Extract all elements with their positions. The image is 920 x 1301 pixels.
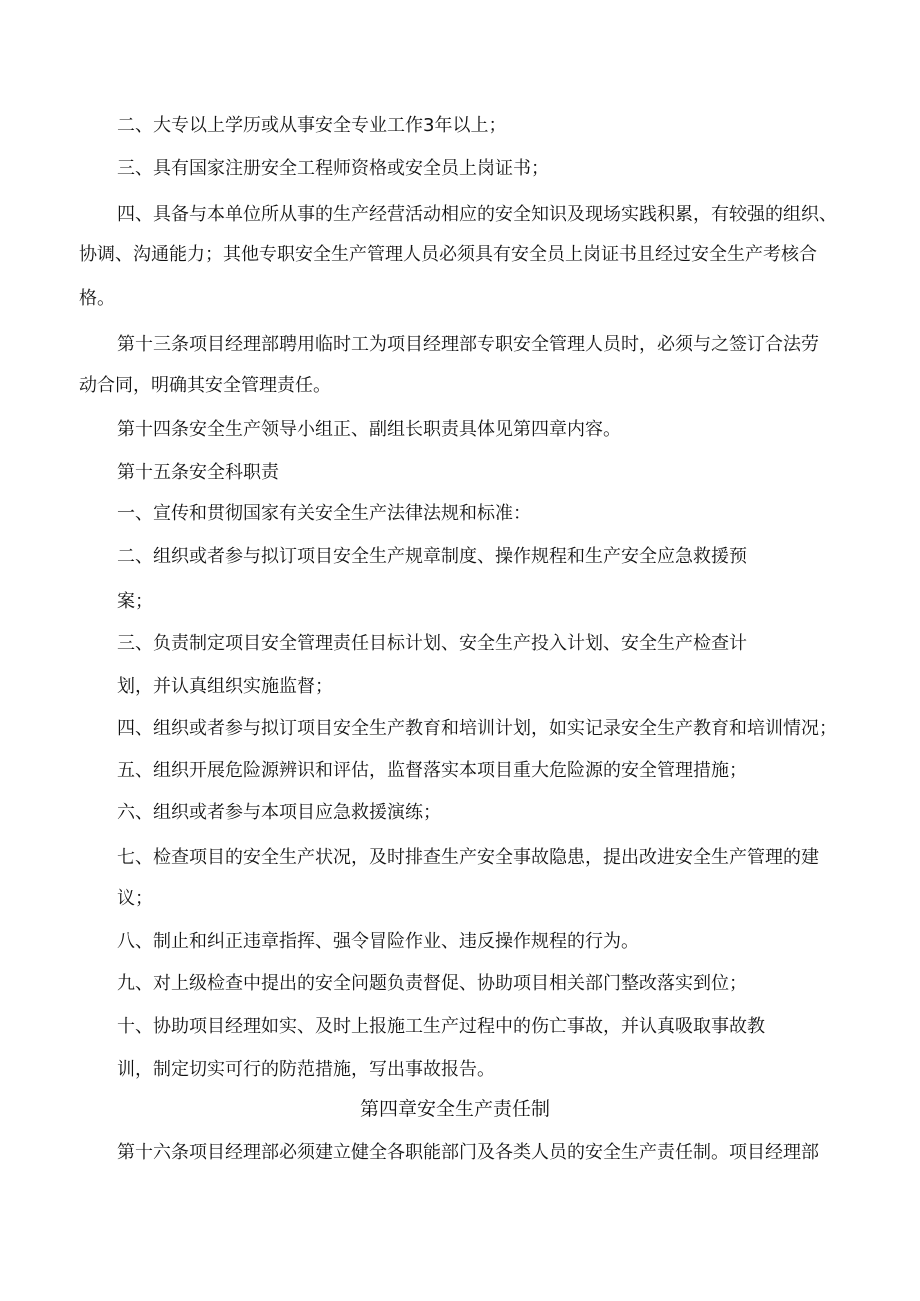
text-line-22: 十、协助项目经理如实、及时上报施工生产过程中的伤亡事故，并认真吸取事故教 (117, 1016, 765, 1037)
text-line-15: 四、组织或者参与拟订项目安全生产教育和培训计划，如实记录安全生产教育和培训情况； (117, 718, 837, 739)
text-line-11: 二、组织或者参与拟订项目安全生产规章制度、操作规程和生产安全应急救援预 (117, 546, 747, 567)
text-line-12: 案； (117, 591, 153, 612)
text-line-18: 七、检查项目的安全生产状况，及时排查生产安全事故隐患，提出改进安全生产管理的建 (117, 847, 819, 868)
text-line-2: 三、具有国家注册安全工程师资格或安全员上岗证书； (117, 158, 549, 179)
text-line-5: 格。 (79, 288, 115, 309)
text-line-19: 议； (117, 888, 153, 909)
text-line-7: 动合同，明确其安全管理责任。 (79, 375, 331, 396)
text-line-3: 四、具备与本单位所从事的生产经营活动相应的安全知识及现场实践积累，有较强的组织、 (117, 204, 837, 225)
text-line-6: 第十三条项目经理部聘用临时工为项目经理部专职安全管理人员时，必须与之签订合法劳 (117, 334, 819, 355)
text-line-1: 二、大专以上学历或从事安全专业工作3年以上； (117, 115, 507, 136)
text-line-13: 三、负责制定项目安全管理责任目标计划、安全生产投入计划、安全生产检查计 (117, 633, 747, 654)
chapter-heading: 第四章安全生产责任制 (360, 1098, 551, 1120)
text-line-8: 第十四条安全生产领导小组正、副组长职责具体见第四章内容。 (117, 419, 621, 440)
text-line-25: 第十六条项目经理部必须建立健全各职能部门及各类人员的安全生产责任制。项目经理部 (117, 1142, 819, 1163)
text-line-16: 五、组织开展危险源辨识和评估，监督落实本项目重大危险源的安全管理措施； (117, 760, 747, 781)
text-line-17: 六、组织或者参与本项目应急救援演练； (117, 802, 441, 823)
text-line-4: 协调、沟通能力；其他专职安全生产管理人员必须具有安全员上岗证书且经过安全生产考核合 (79, 244, 817, 265)
text-line-10: 一、宣传和贯彻国家有关安全生产法律法规和标准： (117, 503, 531, 524)
text-line-23: 训，制定切实可行的防范措施，写出事故报告。 (117, 1059, 495, 1080)
text-line-21: 九、对上级检查中提出的安全问题负责督促、协助项目相关部门整改落实到位； (117, 973, 747, 994)
text-line-20: 八、制止和纠正违章指挥、强令冒险作业、违反操作规程的行为。 (117, 931, 639, 952)
text-line-9: 第十五条安全科职责 (117, 462, 279, 483)
text-line-14: 划，并认真组织实施监督； (117, 676, 333, 697)
